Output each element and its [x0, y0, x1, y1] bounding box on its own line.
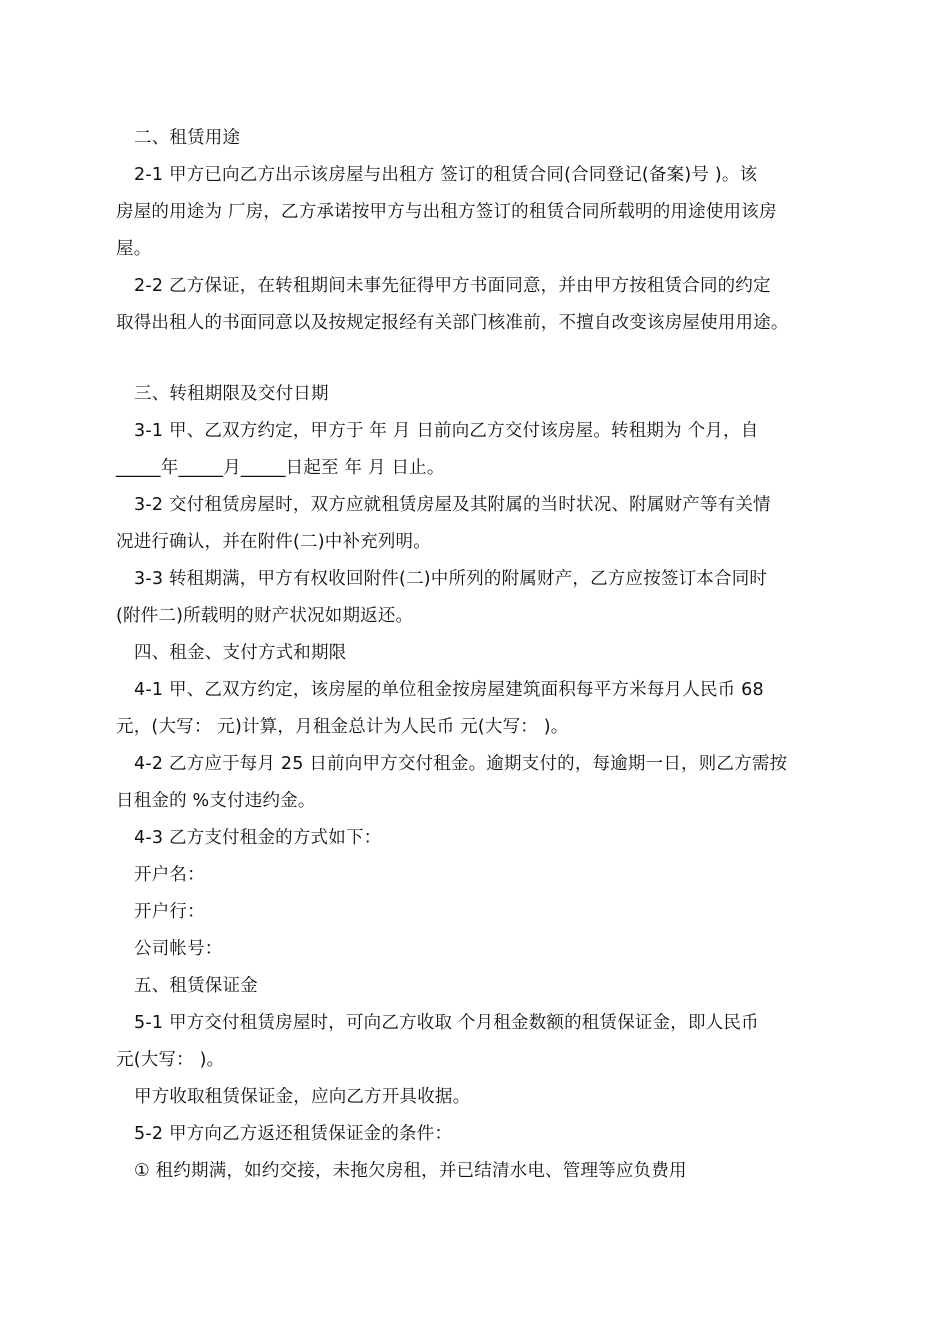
- paragraph-line: 况进行确认，并在附件(二)中补充列明。: [116, 532, 431, 552]
- paragraph-line: 日租金的 %支付违约金。: [116, 791, 316, 811]
- paragraph-line: (附件二)所载明的财产状况如期返还。: [116, 606, 414, 626]
- paragraph-2-1: [116, 157, 836, 268]
- paragraph-line: 屋。: [116, 239, 152, 259]
- paragraph-line: 2-1 甲方已向乙方出示该房屋与出租方 签订的租赁合同(合同登记(备案)号 )。该: [134, 165, 758, 185]
- paragraph-3-3: [116, 561, 836, 635]
- blank-line: [116, 342, 836, 376]
- section-heading-4: 四、租金、支付方式和期限: [134, 643, 347, 663]
- paragraph-line: 元(大写： )。: [116, 1050, 225, 1070]
- paragraph-line: 3-1 甲、乙双方约定，甲方于 年 月 日前向乙方交付该房屋。转租期为 个月，自: [134, 421, 759, 441]
- paragraph-line: 5-1 甲方交付租赁房屋时，可向乙方收取 个月租金数额的租赁保证金，即人民币: [134, 1013, 759, 1033]
- paragraph-line: 2-2 乙方保证，在转租期间未事先征得甲方书面同意，并由甲方按租赁合同的约定: [134, 276, 771, 296]
- paragraph-4-2: [116, 746, 836, 820]
- paragraph-line: _____年_____月_____日起至 年 月 日止。: [116, 458, 445, 478]
- paragraph-line: 4-1 甲、乙双方约定，该房屋的单位租金按房屋建筑面积每平方米每月人民币 68: [134, 680, 764, 700]
- paragraph-line: 3-3 转租期满，甲方有权收回附件(二)中所列的附属财产，乙方应按签订本合同时: [134, 569, 768, 589]
- document-page: [116, 120, 836, 1190]
- account-name-label: 开户名：: [134, 865, 205, 885]
- paragraph-2-2: [116, 268, 836, 342]
- section-heading-3: 三、转租期限及交付日期: [134, 384, 329, 404]
- paragraph-3-2: [116, 487, 836, 561]
- paragraph-line: 元，(大写： 元)计算，月租金总计为人民币 元(大写： )。: [116, 717, 569, 737]
- paragraph-line: 取得出租人的书面同意以及按规定报经有关部门核准前，不擅自改变该房屋使用用途。: [116, 313, 789, 333]
- paragraph-line: 4-2 乙方应于每月 25 日前向甲方交付租金。逾期支付的，每逾期一日，则乙方需按: [134, 754, 788, 774]
- section-heading-2: 二、租赁用途: [134, 128, 241, 148]
- section-heading-5: 五、租赁保证金: [134, 976, 258, 996]
- account-number-label: 公司帐号：: [134, 939, 223, 959]
- paragraph-5-1: [116, 1005, 836, 1079]
- account-bank-label: 开户行：: [134, 902, 205, 922]
- paragraph-line: 房屋的用途为 厂房，乙方承诺按甲方与出租方签订的租赁合同所载明的用途使用该房: [116, 202, 777, 222]
- paragraph-line: 3-2 交付租赁房屋时，双方应就租赁房屋及其附属的当时状况、附属财产等有关情: [134, 495, 771, 515]
- paragraph-3-1: [116, 413, 836, 487]
- paragraph-4-3: 4-3 乙方支付租金的方式如下：: [134, 828, 382, 848]
- paragraph-5-2-item-1: ① 租约期满，如约交接，未拖欠房租，并已结清水电、管理等应负费用: [134, 1161, 687, 1181]
- paragraph-5-1-receipt: 甲方收取租赁保证金，应向乙方开具收据。: [134, 1087, 471, 1107]
- paragraph-4-1: [116, 672, 836, 746]
- paragraph-5-2: 5-2 甲方向乙方返还租赁保证金的条件：: [134, 1124, 453, 1144]
